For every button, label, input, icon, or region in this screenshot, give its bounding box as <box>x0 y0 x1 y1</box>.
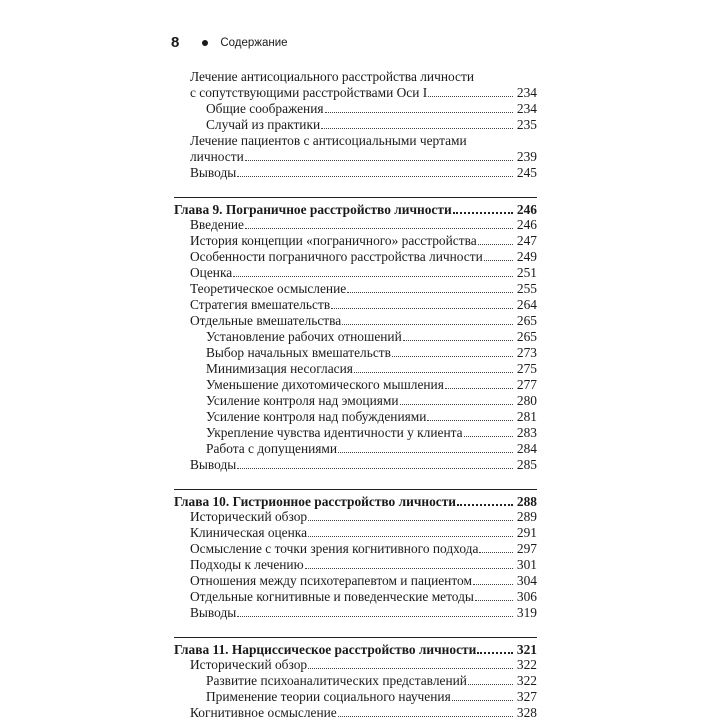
toc-page-number: 264 <box>516 297 537 312</box>
dot-leader <box>475 589 513 601</box>
toc-entry <box>174 589 537 605</box>
dot-leader <box>392 345 513 357</box>
toc-entry <box>174 101 537 117</box>
toc-entry <box>174 233 537 249</box>
toc-page-number: 265 <box>516 329 537 344</box>
dot-leader <box>477 641 513 654</box>
dot-leader <box>338 705 513 717</box>
toc-page-number: 239 <box>516 149 537 164</box>
toc-entry-title: Отношения между психотерапевтом и пациентом <box>190 573 472 588</box>
dot-leader <box>347 281 513 293</box>
dot-leader <box>237 605 513 617</box>
toc-group-chapter-8-tail <box>174 69 537 181</box>
toc-entry <box>174 281 537 297</box>
toc-page-number: 319 <box>516 605 537 620</box>
chapter-divider <box>174 197 537 198</box>
toc-entry-title: Подходы к лечению <box>190 557 304 572</box>
toc-entry-title: Укрепление чувства идентичности у клиента <box>206 425 463 440</box>
toc-page-number: 255 <box>516 281 537 296</box>
dot-leader <box>308 657 513 669</box>
toc-entry-title: Выводы <box>190 457 237 472</box>
toc-page-number: 291 <box>516 525 537 540</box>
toc-entry <box>174 329 537 345</box>
toc-entry <box>174 133 537 149</box>
toc-entry <box>174 509 537 525</box>
toc-page-number: 322 <box>516 673 537 688</box>
spacer <box>174 181 537 197</box>
toc-entry <box>174 117 537 133</box>
dot-leader <box>479 541 513 553</box>
toc-entry-title: Установление рабочих отношений <box>206 329 402 344</box>
toc-page-number: 306 <box>516 589 537 604</box>
toc-entry <box>174 457 537 473</box>
toc-page-number: 288 <box>516 494 537 509</box>
toc-page-number: 283 <box>516 425 537 440</box>
toc-page-number: 301 <box>516 557 537 572</box>
toc-entry <box>174 69 537 85</box>
toc-entry <box>174 557 537 573</box>
toc-entry-title: Применение теории социального научения <box>206 689 451 704</box>
toc-page-number: 321 <box>516 642 537 657</box>
toc-page-number: 273 <box>516 345 537 360</box>
toc-entry-title: Глава 11. Нарциссическое расстройство личности <box>174 642 477 657</box>
dot-leader <box>321 117 513 129</box>
chapter-divider <box>174 637 537 638</box>
chapter-11-heading <box>174 641 537 657</box>
dot-leader <box>308 525 513 537</box>
toc-page-number: 289 <box>516 509 537 524</box>
dot-leader <box>403 329 513 341</box>
toc-page-number: 265 <box>516 313 537 328</box>
dot-leader <box>338 441 513 453</box>
toc-entry-title: с сопутствующими расстройствами Оси I <box>190 85 428 100</box>
toc-entry <box>174 377 537 393</box>
toc-page-number: 285 <box>516 457 537 472</box>
toc-entry-title: Усиление контроля над эмоциями <box>206 393 399 408</box>
toc-page-number: 247 <box>516 233 537 248</box>
toc-entry <box>174 409 537 425</box>
toc-entry <box>174 605 537 621</box>
toc-entry-title: Исторический обзор <box>190 509 308 524</box>
toc-page-number: 234 <box>516 85 537 100</box>
dot-leader <box>354 361 513 373</box>
chapter-10-heading <box>174 493 537 509</box>
dot-leader <box>453 201 513 214</box>
toc-entry <box>174 393 537 409</box>
toc-page-number: 284 <box>516 441 537 456</box>
dot-leader <box>331 297 513 309</box>
dot-leader <box>245 149 513 161</box>
toc-entry-title: Отдельные вмешательства <box>190 313 342 328</box>
toc-page-number: 234 <box>516 101 537 116</box>
toc-entry-title: Особенности пограничного расстройства личности <box>190 249 483 264</box>
chapter-divider <box>174 489 537 490</box>
toc-entry-title: Исторический обзор <box>190 657 308 672</box>
toc-entry <box>174 265 537 281</box>
toc-entry <box>174 673 537 689</box>
toc-entry-title: Осмысление с точки зрения когнитивного подхода <box>190 541 479 556</box>
toc-page-number: 249 <box>516 249 537 264</box>
toc-entry-title: Теоретическое осмысление <box>190 281 347 296</box>
dot-leader <box>308 509 513 521</box>
chapter-9-heading <box>174 201 537 217</box>
toc-entry <box>174 217 537 233</box>
toc-chapter-entry <box>174 641 537 657</box>
toc-page-number: 304 <box>516 573 537 588</box>
toc-entry-title: Глава 9. Пограничное расстройство личности <box>174 202 452 217</box>
toc-page-number: 235 <box>516 117 537 132</box>
dot-leader <box>473 573 513 585</box>
toc-entry-title: Выводы <box>190 165 237 180</box>
toc-entry-title: Стратегия вмешательств <box>190 297 331 312</box>
toc-entry-title: История концепции «пограничного» расстройства <box>190 233 477 248</box>
toc-entry <box>174 85 537 101</box>
toc-page-number: 327 <box>516 689 537 704</box>
toc-entry-title: Развитие психоаналитических представлений <box>206 673 467 688</box>
dot-leader <box>484 249 513 261</box>
dot-leader <box>342 313 513 325</box>
toc-entry <box>174 249 537 265</box>
toc-entry-title: Уменьшение дихотомического мышления <box>206 377 444 392</box>
dot-leader <box>305 557 513 569</box>
toc-entry <box>174 297 537 313</box>
table-of-contents <box>174 69 537 721</box>
toc-entry <box>174 541 537 557</box>
dot-leader <box>400 393 513 405</box>
toc-group-chapter-9 <box>174 217 537 473</box>
dot-leader <box>325 101 513 113</box>
toc-entry-title: Когнитивное осмысление <box>190 705 337 720</box>
toc-page-number: 277 <box>516 377 537 392</box>
dot-leader <box>237 165 513 177</box>
dot-leader <box>478 233 513 245</box>
toc-page-number: 251 <box>516 265 537 280</box>
toc-entry-title: Выводы <box>190 605 237 620</box>
section-title: Содержание <box>220 36 288 49</box>
toc-entry-title: Оценка <box>190 265 233 280</box>
toc-entry <box>174 689 537 705</box>
toc-entry <box>174 361 537 377</box>
toc-group-chapter-11 <box>174 657 537 721</box>
toc-page-number: 281 <box>516 409 537 424</box>
toc-entry <box>174 441 537 457</box>
toc-entry <box>174 573 537 589</box>
toc-entry <box>174 149 537 165</box>
toc-entry-title: Общие соображения <box>206 101 324 116</box>
dot-leader <box>457 493 513 506</box>
toc-page-number: 275 <box>516 361 537 376</box>
toc-entry-title: Выбор начальных вмешательств <box>206 345 391 360</box>
bullet-icon <box>202 40 208 46</box>
dot-leader <box>428 85 513 97</box>
toc-page-number: 246 <box>516 217 537 232</box>
running-head <box>171 34 288 51</box>
dot-leader <box>468 673 513 685</box>
toc-entry <box>174 425 537 441</box>
toc-chapter-entry <box>174 493 537 509</box>
toc-page-number: 322 <box>516 657 537 672</box>
toc-entry-title: личности <box>190 149 244 164</box>
toc-group-chapter-10 <box>174 509 537 621</box>
toc-entry <box>174 657 537 673</box>
toc-entry-title: Лечение пациентов с антисоциальными чертами <box>190 133 467 148</box>
dot-leader <box>452 689 513 701</box>
toc-entry-title: Минимизация несогласия <box>206 361 353 376</box>
toc-page-number: 246 <box>516 202 537 217</box>
toc-chapter-entry <box>174 201 537 217</box>
toc-page-number: 328 <box>516 705 537 720</box>
toc-entry <box>174 313 537 329</box>
toc-page-number: 280 <box>516 393 537 408</box>
toc-entry-title: Глава 10. Гистрионное расстройство личности <box>174 494 457 509</box>
spacer <box>174 621 537 637</box>
toc-entry-title: Лечение антисоциального расстройства личности <box>190 69 474 84</box>
toc-entry-title: Введение <box>190 217 244 232</box>
dot-leader <box>427 409 513 421</box>
spacer <box>174 473 537 489</box>
toc-entry <box>174 345 537 361</box>
toc-entry-title: Работа с допущениями <box>206 441 338 456</box>
dot-leader <box>464 425 513 437</box>
toc-entry-title: Усиление контроля над побуждениями <box>206 409 427 424</box>
dot-leader <box>245 217 513 229</box>
dot-leader <box>233 265 513 277</box>
toc-entry <box>174 705 537 721</box>
toc-page-number: 245 <box>516 165 537 180</box>
toc-page-number: 297 <box>516 541 537 556</box>
toc-entry-title: Случай из практики <box>206 117 321 132</box>
toc-entry-title: Клиническая оценка <box>190 525 308 540</box>
page-number: 8 <box>171 34 180 51</box>
toc-entry <box>174 165 537 181</box>
dot-leader <box>445 377 513 389</box>
toc-entry-title: Отдельные когнитивные и поведенческие методы <box>190 589 474 604</box>
dot-leader <box>237 457 513 469</box>
toc-entry <box>174 525 537 541</box>
